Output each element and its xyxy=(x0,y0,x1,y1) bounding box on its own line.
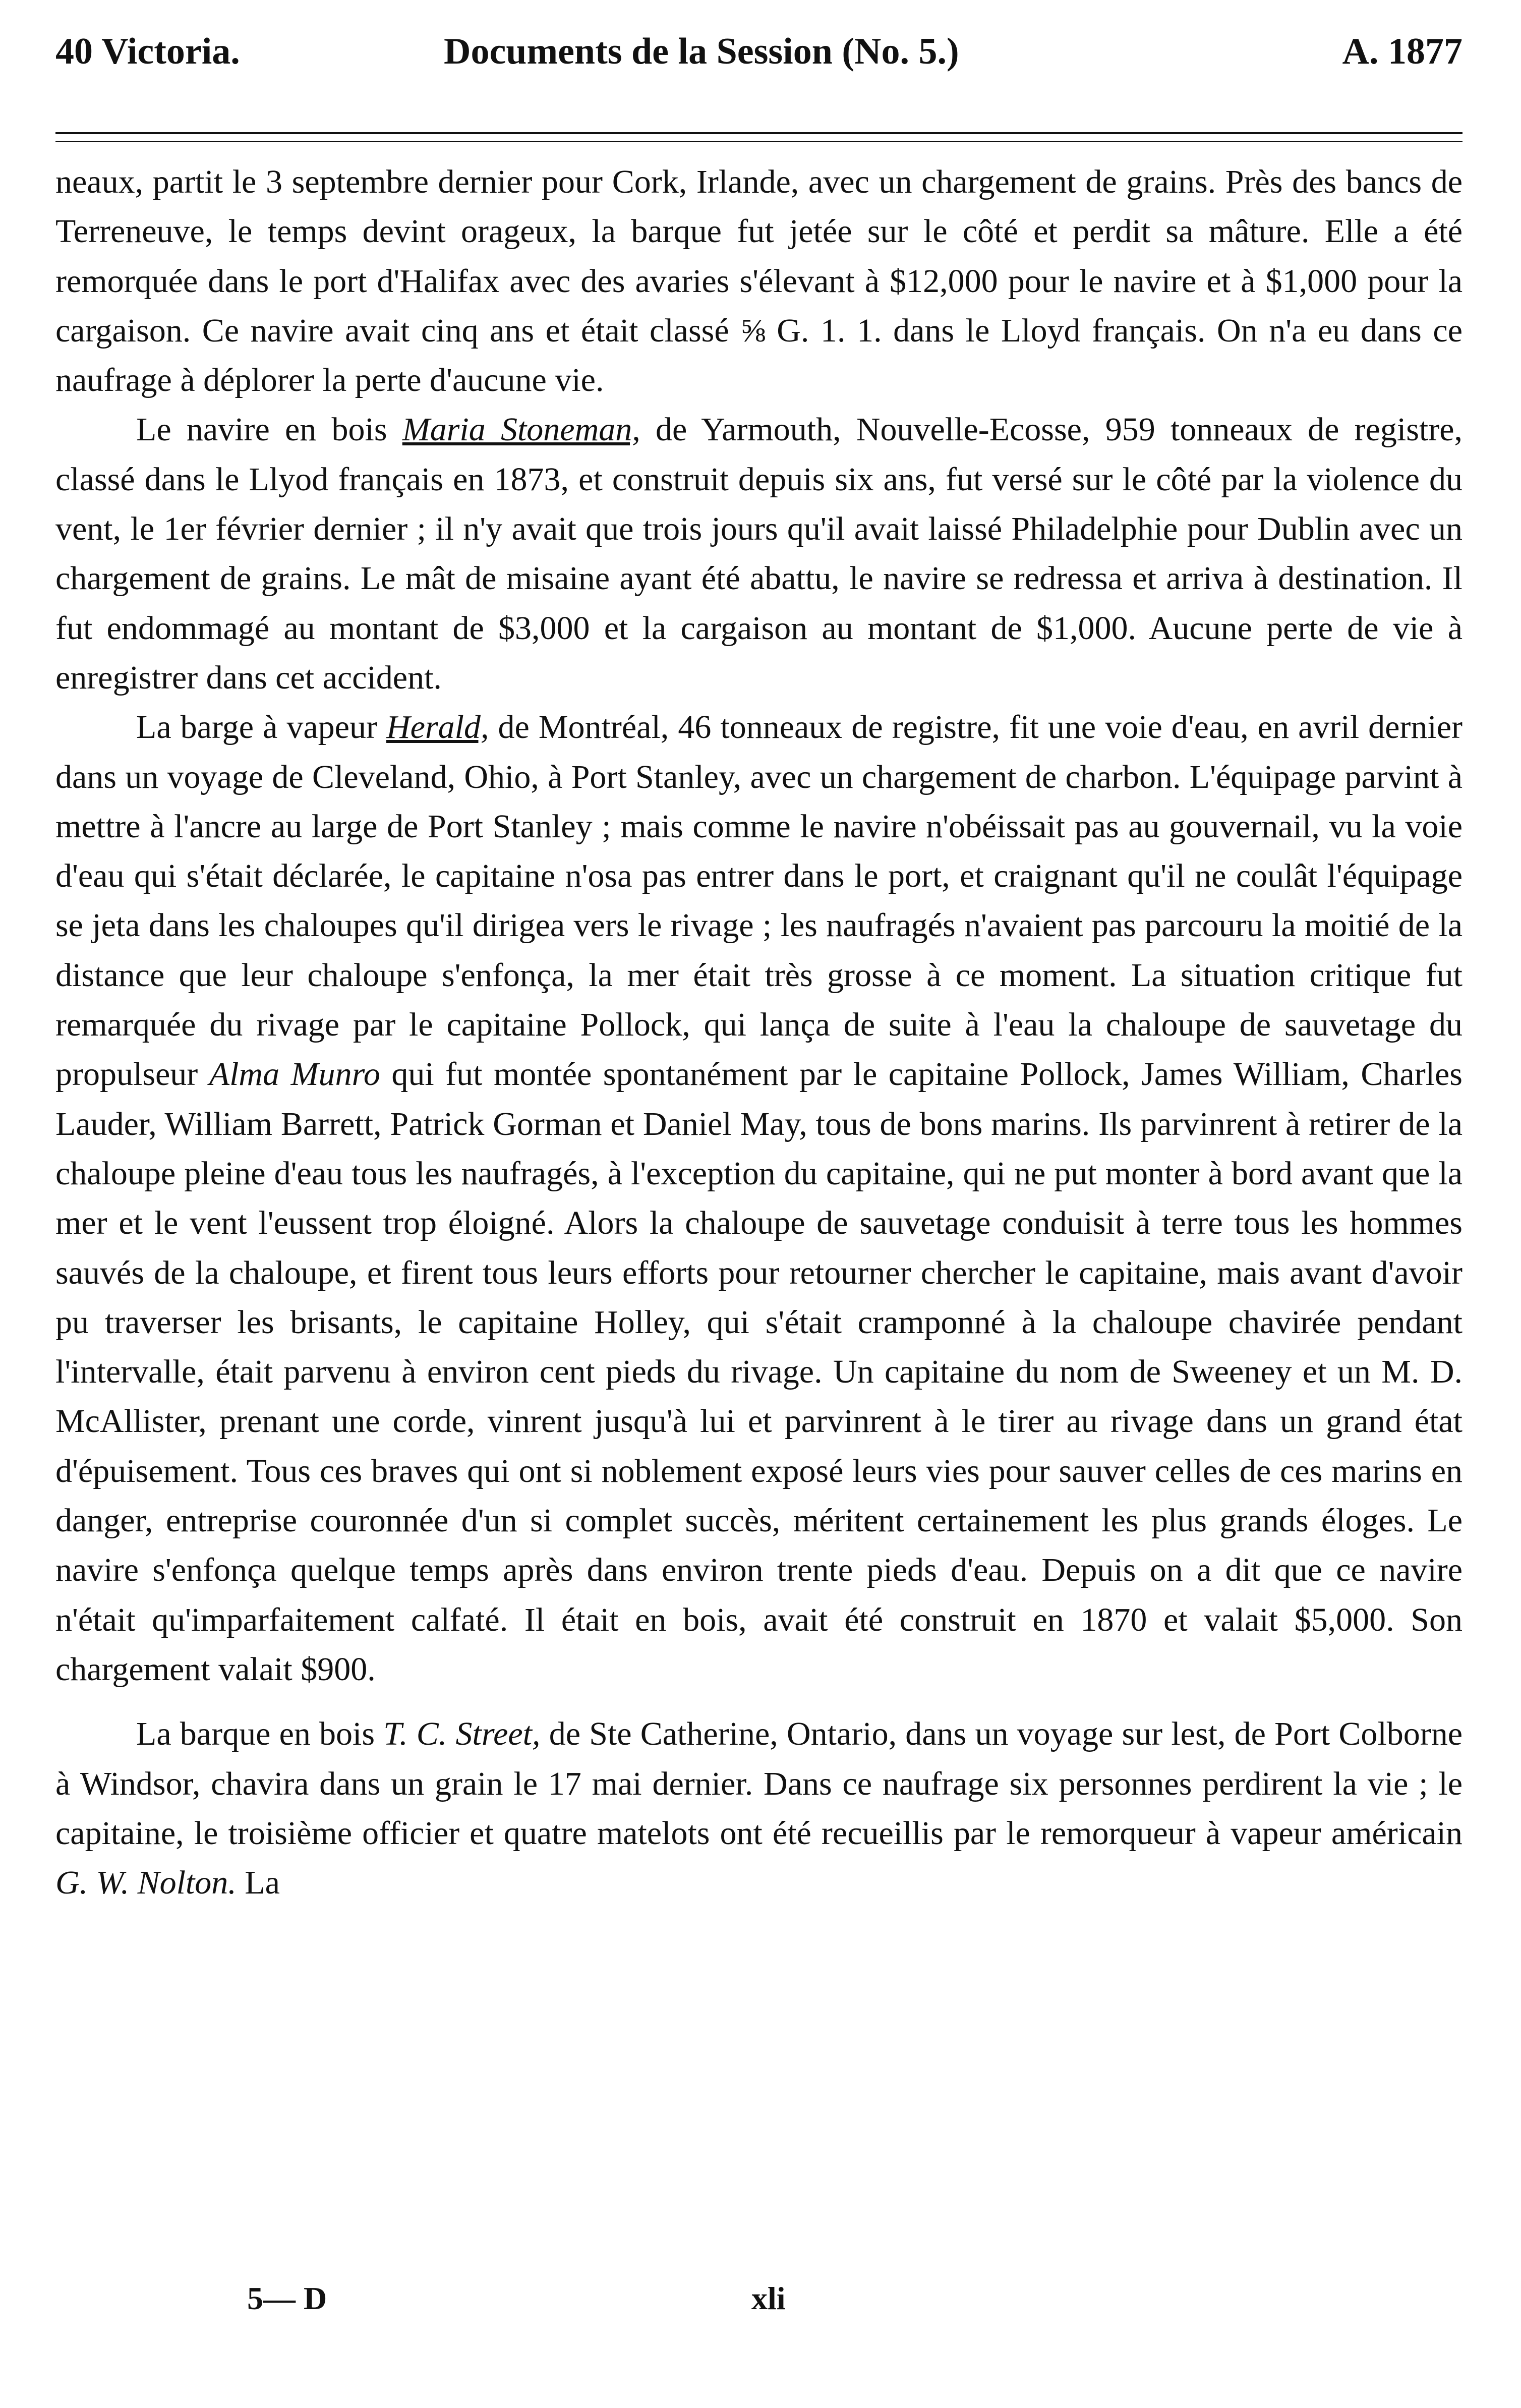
paragraph-text-after: qui fut montée spontanément par le capitaine Pollock, James William, Charles Lauder, William Barrett, Patrick Gorman et Daniel May, tous de bons marins. Ils parvinrent à retirer de la chaloupe pleine d'eau tous les naufragés, à l'exception du capitaine, qui ne put monter à bord avant que la mer et le vent l'eussent trop éloigné. Alors la chaloupe de sauvetage conduisit à terre tous les hommes sauvés de la chaloupe, et firent tous leurs efforts pour retourner chercher le capitaine, mais avant d'avoir pu traverser les brisants, le capitaine Holley, qui s'était cramponné à la chaloupe chavirée pendant l'intervalle, était parvenu à environ cent pieds du rivage. Un capitaine du nom de Sweeney et un M. D. McAllister, prenant une corde, vinrent jusqu'à lui et parvinrent à le tirer au rivage dans un grand état d'épuisement. Tous ces braves qui ont si noblement exposé leurs vies pour sauver celles de ces marins en danger, entreprise couronnée d'un si complet succès, méritent certainement les plus grands éloges. Le navire s'enfonça quelque temps après dans environ trente pieds d'eau. Depuis on a dit que ce navire n'était qu'imparfaitement calfaté. Il était en bois, avait été construit en 1870 et valait $5,000. Son chargement valait $900. xyxy=(55,1056,1462,1688)
ship-name: T. C. Street, xyxy=(383,1715,541,1753)
header-title: Documents de la Session (No. 5.) xyxy=(444,31,959,72)
paragraph-text-middle: de Montréal, 46 tonneaux de registre, fit une voie d'eau, en avril dernier dans un voyage de Cleveland, Ohio, à Port Stanley, avec un chargement de charbon. L'équipage parvint à mettre à l'ancre au large de Port Stanley ; mais comme le navire n'obéissait pas au gouvernail, vu la voie d'eau qui s'était déclarée, le capitaine n'osa pas entrer dans le port, et craignant qu'il ne coulât l'équipage se jeta dans les chaloupes qu'il dirigea vers le rivage ; les naufragés n'avaient pas parcouru la moitié de la distance que leur chaloupe s'enfonça, la mer était très grosse à ce moment. La situation critique fut remarquée du rivage par le capitaine Pollock, qui lança de suite à l'eau la chaloupe de sauvetage du propulseur xyxy=(55,709,1462,1093)
paragraph-text-after: La xyxy=(236,1864,280,1902)
body-text xyxy=(55,157,1462,1908)
ship-name-secondary: G. W. Nolton. xyxy=(55,1864,237,1902)
paragraph-tc-street xyxy=(55,1709,1462,1908)
running-header xyxy=(55,30,1462,86)
paragraph-text-before: Le navire en bois xyxy=(136,411,402,448)
ship-name: Maria Stoneman, xyxy=(402,411,640,448)
paragraph-herald xyxy=(55,703,1462,1694)
ship-name: Herald, xyxy=(386,709,489,746)
header-year: A. 1877 xyxy=(1342,31,1462,72)
header-rule-thick xyxy=(55,132,1462,134)
paragraph-continuation xyxy=(55,157,1462,405)
paragraph-text: neaux, partit le 3 septembre dernier pour Cork, Irlande, avec un chargement de grains. Près des bancs de Terreneuve, le temps devint orageux, la barque fut jetée sur le côté et perdit sa mâture. Elle a été remorquée dans le port d'Halifax avec des avaries s'élevant à $12,000 pour le navire et à $1,000 pour la cargaison. Ce navire avait cinq ans et était classé ⅝ G. 1. 1. dans le Lloyd français. On n'a eu dans ce naufrage à déplorer la perte d'aucune vie. xyxy=(55,163,1462,399)
paragraph-text-middle: de Ste Catherine, Ontario, dans un voyage sur lest, de Port Colborne à Windsor, chavira dans un grain le 17 mai dernier. Dans ce naufrage six personnes perdirent la vie ; le capitaine, le troisième officier et quatre matelots ont été recueillis par le remorqueur à vapeur américain xyxy=(55,1715,1463,1852)
signature-mark: 5— D xyxy=(247,2280,327,2316)
paragraph-text-after: de Yarmouth, Nouvelle-Ecosse, 959 tonneaux de registre, classé dans le Llyod français en 1873, et construit depuis six ans, fut versé sur le côté par la violence du vent, le 1er février dernier ; il n'y avait que trois jours qu'il avait laissé Philadelphie pour Dublin avec un chargement de grains. Le mât de misaine ayant été abattu, le navire se redressa et arriva à destination. Il fut endommagé au montant de $3,000 et la cargaison au montant de $1,000. Aucune perte de vie à enregistrer dans cet accident. xyxy=(55,411,1462,696)
header-volume: 40 Victoria. xyxy=(55,31,240,72)
paragraph-maria-stoneman xyxy=(55,405,1462,703)
paragraph-text-before: La barge à vapeur xyxy=(136,709,386,746)
page-footer xyxy=(55,2280,1462,2325)
page-number: xli xyxy=(751,2280,786,2316)
ship-name-secondary: Alma Munro xyxy=(209,1056,380,1093)
paragraph-text-before: La barque en bois xyxy=(136,1715,384,1753)
header-rule-thin xyxy=(55,141,1462,142)
